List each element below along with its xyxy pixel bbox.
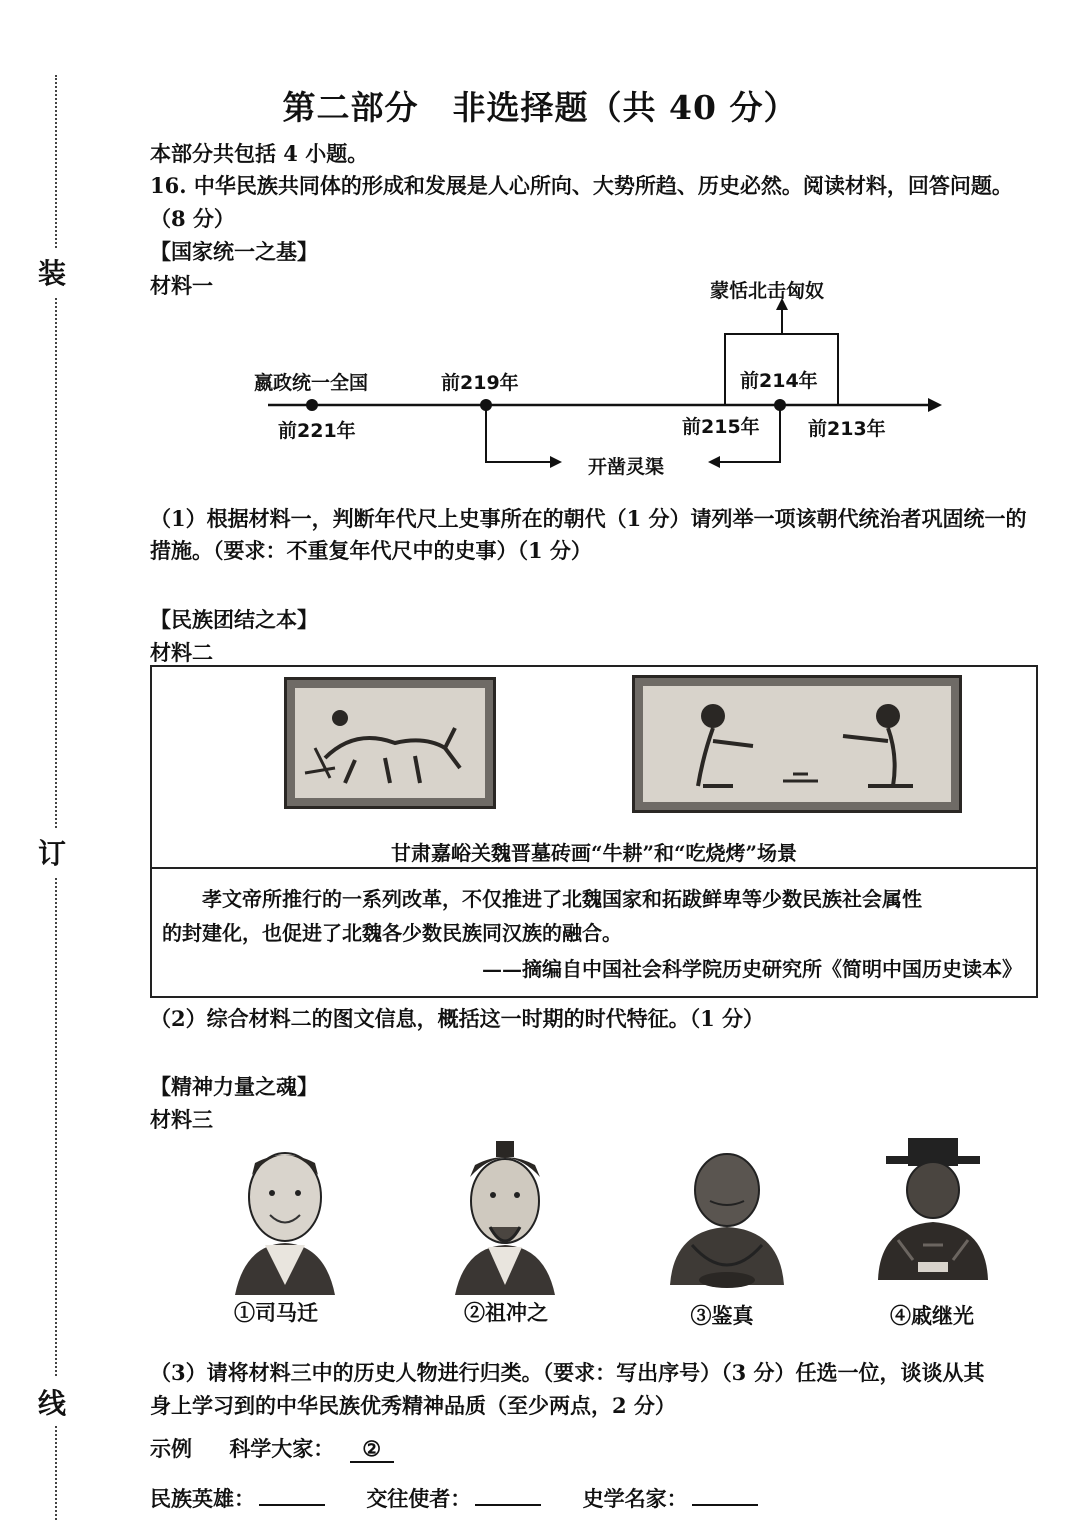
binding-char-xian: 线: [38, 1378, 66, 1426]
q16-score: （8 分）: [150, 206, 235, 231]
material2-quote-line1: 孝文帝所推行的一系列改革，不仅推进了北魏国家和拓跋鲜卑等少数民族社会属性: [202, 887, 922, 911]
timeline-diagram: [0, 0, 1080, 500]
question-3-line2: 身上学习到的中华民族优秀精神品质（至少两点，2 分）: [150, 1393, 676, 1418]
section1-material-label: 材料一: [150, 273, 213, 298]
page-title: 第二部分 非选择题（共 40 分）: [282, 88, 798, 127]
question-2: （2）综合材料二的图文信息，概括这一时期的时代特征。（1 分）: [150, 1006, 765, 1031]
portrait-sima-qian: [220, 1135, 350, 1295]
q16-stem: 16. 中华民族共同体的形成和发展是人心所向、大势所趋、历史必然。阅读材料，回答问题。: [150, 173, 1013, 198]
brick-painting-ox-ploughing: [284, 677, 496, 809]
figure-label-3: ③鉴真: [690, 1303, 754, 1328]
material2-image-caption: 甘肃嘉峪关魏晋墓砖画“牛耕”和“吃烧烤”场景: [390, 841, 797, 865]
material2-source: ——摘编自中国社会科学院历史研究所《简明中国历史读本》: [482, 957, 1022, 981]
portrait-zu-chongzhi: [440, 1135, 570, 1295]
example-answer: ②: [350, 1436, 394, 1463]
timeline-year-221: 前221年: [278, 420, 356, 442]
section1-heading: 【国家统一之基】: [150, 239, 318, 264]
answer-blank-national-hero[interactable]: [259, 1484, 325, 1506]
portrait-qi-jiguang: [868, 1130, 998, 1295]
timeline-connector-right-head: [708, 456, 720, 468]
section2-material-label: 材料二: [150, 640, 213, 665]
timeline-event-lingqu: 开凿灵渠: [588, 456, 665, 478]
binding-char-zhuang: 装: [38, 248, 66, 296]
material2-box: [150, 665, 1038, 998]
timeline-year-214: 前214年: [740, 370, 818, 392]
timeline-dot-221: [306, 399, 318, 411]
part-intro: 本部分共包括 4 小题。: [150, 141, 369, 166]
material2-quote-line2: 的封建化，也促进了北魏各少数民族同汉族的融合。: [162, 921, 622, 945]
section3-heading: 【精神力量之魂】: [150, 1074, 318, 1099]
timeline-arrowhead: [928, 398, 942, 412]
timeline-connector-left: [486, 405, 552, 462]
question-1: （1）根据材料一，判断年代尺上史事所在的朝代（1 分）请列举一项该朝代统治者巩固统一的措施。（要求：不重复年代尺中的史事）（1 分）: [150, 506, 1027, 563]
brick-painting-barbecue: [632, 675, 962, 813]
section3-material-label: 材料三: [150, 1107, 213, 1132]
timeline-year-219: 前219年: [441, 372, 519, 394]
timeline-year-213: 前213年: [808, 418, 886, 440]
category-historian: 史学名家：: [582, 1486, 688, 1511]
example-category: 科学大家：: [229, 1436, 335, 1461]
answer-blank-envoy[interactable]: [475, 1484, 541, 1506]
figure-label-2: ②祖冲之: [464, 1300, 548, 1325]
question-3-line1: （3）请将材料三中的历史人物进行归类。（要求：写出序号）（3 分）任选一位，谈谈从其: [150, 1360, 985, 1385]
example-row: [150, 1433, 394, 1463]
category-national-hero: 民族英雄：: [150, 1486, 255, 1511]
binding-char-ding: 订: [38, 828, 66, 876]
section2-heading: 【民族团结之本】: [150, 607, 318, 632]
timeline-year-215: 前215年: [682, 416, 760, 438]
timeline-event-mengtian: 蒙恬北击匈奴: [710, 280, 825, 302]
category-row: [150, 1483, 758, 1513]
figure-label-4: ④戚继光: [890, 1303, 974, 1328]
answer-blank-historian[interactable]: [692, 1484, 758, 1506]
portrait-jian-zhen: [662, 1135, 792, 1295]
timeline-connector-left-head: [550, 456, 562, 468]
material2-divider: [152, 867, 1036, 869]
timeline-event-unification: 嬴政统一全国: [254, 372, 369, 394]
category-envoy: 交往使者：: [366, 1486, 472, 1511]
example-label: 示例: [150, 1436, 192, 1461]
figure-label-1: ①司马迁: [234, 1300, 318, 1325]
